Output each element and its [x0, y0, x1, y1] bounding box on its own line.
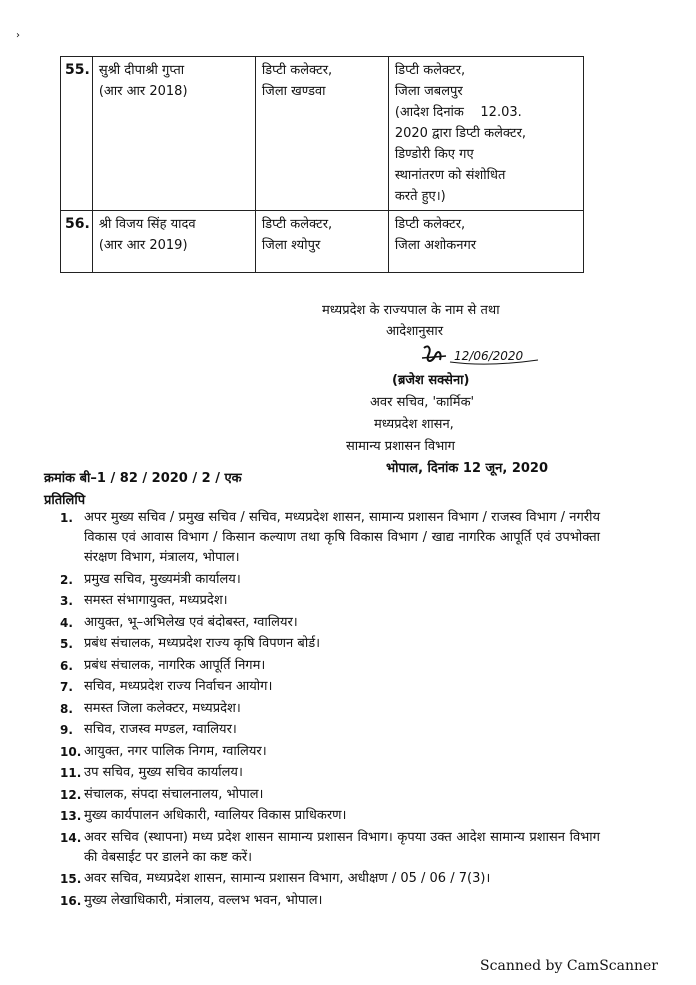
list-item — [60, 613, 600, 633]
signatory-government: मध्यप्रदेश शासन, — [374, 417, 454, 432]
list-item — [60, 656, 600, 676]
item-number: 8. — [60, 701, 73, 716]
officer-cell — [92, 211, 255, 273]
posting-line: स्थानांतरण को संशोधित — [394, 168, 506, 183]
item-text: अवर सचिव, मध्यप्रदेश शासन, सामान्य प्रशासन विभाग, अधीक्षण / 05 / 06 / 7(3)। — [84, 871, 491, 886]
serial-number: 56. — [61, 211, 93, 273]
current-posting — [255, 57, 388, 211]
serial-number: 55. — [61, 57, 93, 211]
reference-number: क्रमांक बी–1 / 82 / 2020 / 2 / एक — [44, 471, 242, 486]
list-item — [60, 806, 600, 826]
item-number: 5. — [60, 637, 73, 651]
item-text: प्रमुख सचिव, मुख्यमंत्री कार्यालय। — [84, 571, 241, 587]
item-text: प्रबंध संचालक, नागरिक आपूर्ति निगम। — [84, 657, 266, 673]
authority-line: मध्यप्रदेश के राज्यपाल के नाम से तथा — [322, 303, 500, 318]
scan-mark: › — [16, 30, 20, 41]
officer-batch: (आर आर 2018) — [98, 84, 188, 99]
list-item — [60, 720, 600, 740]
item-number: 6. — [60, 658, 73, 673]
item-text: अवर सचिव (स्थापना) मध्य प्रदेश शासन सामान्य प्रशासन विभाग। कृपया उक्त आदेश सामान्य प्रशासन विभाग की वेबसाईट पर डालने का कष्ट करें। — [84, 829, 600, 865]
item-number: 7. — [60, 680, 73, 694]
list-item — [60, 699, 600, 719]
item-text: सचिव, राजस्व मण्डल, ग्वालियर। — [84, 722, 237, 737]
copy-heading: प्रतिलिपि — [44, 493, 86, 508]
transfer-table — [60, 56, 584, 273]
item-text: उप सचिव, मुख्य सचिव कार्यालय। — [84, 765, 243, 780]
posting-line: जिला जबलपुर — [394, 84, 463, 99]
item-text: मुख्य कार्यपालन अधिकारी, ग्वालियर विकास प्राधिकरण। — [84, 808, 347, 823]
scanner-watermark: Scanned by CamScanner — [480, 958, 658, 974]
officer-name: सुश्री दीपाश्री गुप्ता — [98, 63, 185, 78]
posting-line: जिला अशोकनगर — [394, 238, 477, 253]
list-item — [60, 891, 600, 911]
item-number: 14. — [60, 830, 82, 845]
item-text: समस्त संभागायुक्त, मध्यप्रदेश। — [84, 593, 228, 608]
posting-line: डिप्टी कलेक्टर, — [394, 63, 466, 78]
item-number: 16. — [60, 893, 82, 908]
copy-list — [60, 508, 600, 912]
item-number: 13. — [60, 809, 82, 823]
item-number: 9. — [60, 723, 73, 737]
item-text: प्रबंध संचालक, मध्यप्रदेश राज्य कृषि विपणन बोर्ड। — [84, 636, 321, 651]
list-item — [60, 785, 600, 805]
current-posting — [255, 211, 388, 273]
list-item — [60, 508, 600, 568]
posting-line: करते हुए।) — [394, 189, 446, 204]
officer-batch: (आर आर 2019) — [98, 238, 188, 253]
table-row — [61, 57, 584, 211]
list-item — [60, 677, 600, 697]
place-date: भोपाल, दिनांक 12 जून, 2020 — [386, 461, 549, 476]
signatory-name: (ब्रजेश सक्सेना) — [392, 373, 470, 388]
table-row — [61, 211, 584, 273]
item-number: 10. — [60, 744, 82, 759]
posting-line: डिप्टी कलेक्टर, — [261, 217, 333, 232]
list-item — [60, 763, 600, 783]
item-number: 3. — [60, 594, 73, 608]
item-text: आयुक्त, भू–अभिलेख एवं बंदोबस्त, ग्वालियर। — [84, 614, 298, 630]
item-text: मुख्य लेखाधिकारी, मंत्रालय, वल्लभ भवन, भोपाल। — [84, 892, 323, 908]
item-text: अपर मुख्य सचिव / प्रमुख सचिव / सचिव, मध्यप्रदेश शासन, सामान्य प्रशासन विभाग / राजस्व विभाग / नगरीय विकास एवं आवास विभाग / किसान कल्याण तथा कृषि विकास विभाग / खाद्य नागरिक आपूर्ति एवं उपभोक्ता संरक्षण विभाग, मंत्रालय, भोपाल। — [84, 510, 600, 565]
posting-line: डिण्डोरी किए गए — [394, 147, 474, 162]
posting-line: डिप्टी कलेक्टर, — [394, 217, 466, 232]
item-number: 1. — [60, 511, 73, 525]
signature-scribble — [420, 342, 540, 368]
item-number: 11. — [60, 766, 82, 780]
item-number: 2. — [60, 572, 73, 587]
list-item — [60, 570, 600, 590]
signature-date: 12/06/2020 — [454, 349, 524, 363]
item-number: 4. — [60, 615, 73, 630]
list-item — [60, 634, 600, 654]
posting-line: डिप्टी कलेक्टर, — [261, 63, 333, 78]
item-text: संचालक, संपदा संचालनालय, भोपाल। — [84, 786, 264, 802]
list-item — [60, 869, 600, 889]
posting-line: जिला श्योपुर — [261, 238, 321, 253]
item-number: 15. — [60, 872, 82, 886]
posting-line: (आदेश दिनांक 12.03. — [394, 105, 522, 120]
new-posting — [388, 57, 583, 211]
item-text: आयुक्त, नगर पालिक निगम, ग्वालियर। — [84, 743, 267, 759]
authority-line-2: आदेशानुसार — [386, 324, 444, 339]
item-text: सचिव, मध्यप्रदेश राज्य निर्वाचन आयोग। — [84, 679, 273, 694]
signatory-designation: अवर सचिव, 'कार्मिक' — [370, 395, 475, 410]
list-item — [60, 742, 600, 762]
item-text: समस्त जिला कलेक्टर, मध्यप्रदेश। — [84, 700, 241, 716]
signatory-department: सामान्य प्रशासन विभाग — [346, 439, 455, 454]
officer-name: श्री विजय सिंह यादव — [98, 217, 196, 232]
list-item — [60, 591, 600, 611]
new-posting — [388, 211, 583, 273]
officer-cell — [92, 57, 255, 211]
list-item — [60, 828, 600, 868]
item-number: 12. — [60, 787, 82, 802]
posting-line: जिला खण्डवा — [261, 84, 326, 99]
posting-line: 2020 द्वारा डिप्टी कलेक्टर, — [394, 126, 527, 141]
